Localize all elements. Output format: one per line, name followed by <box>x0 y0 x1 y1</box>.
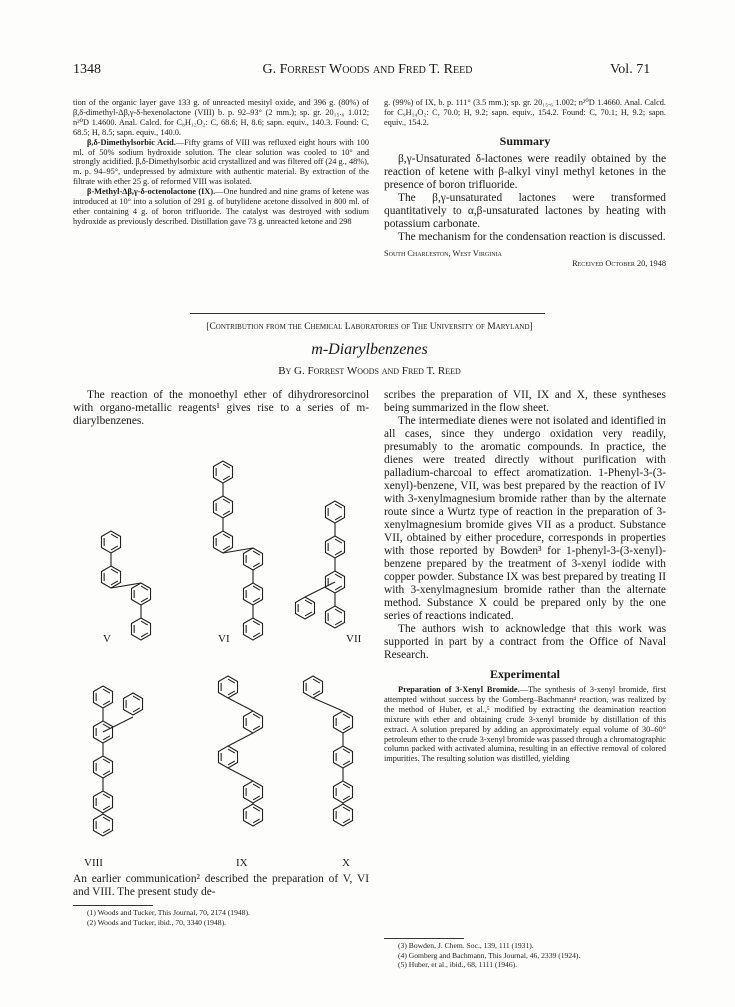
summary-heading: Summary <box>499 133 551 148</box>
experimental-subheading: Preparation of 3-Xenyl Bromide. <box>398 685 520 694</box>
footnote-5: (5) Huber, et al., ibid., 68, 1111 (1946). <box>398 960 518 970</box>
bond <box>305 582 335 597</box>
location: South Charleston, West Virginia <box>384 248 502 258</box>
summary-p3: The mechanism for the condensation reaction is discussed. <box>398 230 666 243</box>
bond <box>103 717 133 732</box>
footnote-1: (1) Woods and Tucker, This Journal, 70, 2174 (1948). <box>87 908 250 917</box>
compound-label-ix: IX <box>236 857 248 869</box>
footnotes-right <box>384 941 666 970</box>
right-p2: The intermediate dienes were not isolated and identified in all cases, since they undergo oxidation very readily, presumably to the aromatic compounds. In practice, the dienes were treated directly without purification with palladium-charcoal to effect aromatization. 1-Phenyl-3-(3-xenyl)-benzene, VII, was best prepared by the reaction of IV with 3-xenylmagnesium bromide rather than by the alternate route since a Wurtz type of reaction in the preparation of 3-xenylmagnesium bromide gives VII as a product. Substance VII, obtained by either procedure, corresponds in properties with those reported by Bowden³ for 1-phenyl-3-(3-xenyl)-benzene prepared by the treatment of 3-xenyl iodide with copper powder. Substance IX was best prepared by treating II with 3-xenylmagnesium bromide rather than the alternate method. Substance X could be prepared only by the one series of reactions indicated. <box>384 415 666 622</box>
bond <box>228 733 253 746</box>
after-figures-paragraph: An earlier communication² described the preparation of V, VI and VIII. The present study de- <box>73 873 369 898</box>
octenolactone-text: —One hundred and nine grams of ketene was introduced at 10° into a solution of 291 g. of butylidene acetone dissolved in 800 ml. of ether containing 4 g. of boron trifluoride. The catalyst was destroyed with sodium hydroxide as previously described. Distillation gave 73 g. unreacted ketone and 298 <box>73 187 369 226</box>
contribution-line: [Contribution from the Chemical Laboratories of The University of Maryland] <box>206 322 533 332</box>
compound-label-v: V <box>103 633 111 645</box>
received-date: Received October 20, 1948 <box>572 258 666 268</box>
footnote-4: (4) Gomberg and Bachmann, This Journal, 46, 2339 (1924). <box>398 950 581 960</box>
page-number: 1348 <box>73 62 101 77</box>
octenolactone-heading: β-Methyl-Δβ,γ-δ-octenolactone (IX). <box>87 187 216 197</box>
article-title: m-Diarylbenzenes <box>311 341 428 358</box>
top-left-p1: tion of the organic layer gave 133 g. of unreacted mesityl oxide, and 396 g. (80%) of β,δ-dimethyl-Δβ,γ-δ-hexenolactone (VIII) b. p. 92–93° (2 mm.); sp. gr. 20₁₅.₆ 1.012; n²⁰D 1.4600. Anal. Calcd. for C₈H₁₂O₂: C, 68.6; H, 8.6; sapn. equiv., 140.3. Found: C, 68.5; H, 8.5; sapn. equiv., 140.0. <box>73 98 369 137</box>
bond <box>228 698 253 711</box>
bond <box>313 698 343 711</box>
footnote-3: (3) Bowden, J. Chem. Soc., 139, 111 (1931). <box>398 941 534 950</box>
volume-label: Vol. 71 <box>610 62 651 77</box>
section-divider <box>190 313 545 314</box>
right-p1: scribes the preparation of VII, IX and X, these syntheses being summarized in the flow sheet. <box>384 389 666 414</box>
top-left-column <box>73 98 369 227</box>
sorbic-acid-heading: β,δ-Dimethylsorbic Acid. <box>87 137 176 147</box>
article-authors: By G. Forrest Woods and Fred T. Reed <box>278 365 461 377</box>
compound-label-viii: VIII <box>84 857 103 869</box>
footnote-2: (2) Woods and Tucker, ibid., 70, 3340 (1948). <box>87 917 227 927</box>
right-p3: The authors wish to acknowledge that this work was supported in part by a contract from the Office of Naval Research. <box>384 623 666 661</box>
footnotes-left <box>73 908 369 927</box>
running-title: G. Forrest Woods and Fred T. Reed <box>262 62 473 77</box>
footnote-rule-left <box>73 905 153 906</box>
compound-label-x: X <box>342 857 350 869</box>
summary-p2: The β,γ-unsaturated lactones were transformed quantitatively to α,β-unsaturated lactones by heating with potassium carbonate. <box>384 191 666 230</box>
compound-label-vi: VI <box>218 633 230 645</box>
footnote-rule-right <box>384 938 464 939</box>
right-column <box>384 389 666 764</box>
intro-paragraph: The reaction of the monoethyl ether of dihydroresorcinol with organo-metallic reagents¹ gives rise to a series of m-diarylbenzenes. <box>73 389 369 427</box>
compound-label-vii: VII <box>346 633 362 645</box>
top-right-column <box>384 98 666 269</box>
sorbic-acid-text: —Fifty grams of VIII was refluxed eight hours with 100 ml. of 50% sodium hydroxide solution. The clear solution was cooled to 10° and strongly acidified. β,δ-Dimethylsorbic acid crystallized and was filtered off (24 g., 48%), m. p. 94–95°, undepressed by admixture with authentic material. By extraction of the filtrate with ether 25 g. of reformed VIII was isolated. <box>73 137 370 187</box>
experimental-heading: Experimental <box>490 667 560 681</box>
experimental-text: —The synthesis of 3-xenyl bromide, first attempted without success by the Gomberg–Bachmann⁴ reaction, was realized by the method of Huber, et al.,⁵ modified by extracting the deamination reaction mixture with ether and obtaining crude 3-xenyl bromide by distillation of this extract. A solution prepared by adding an approximately equal volume of 30–60° petroleum ether to the crude 3-xenyl bromide was passed through a chromatographic column packed with activated alumina, resulting in an effective removal of colored impurities. The resulting solution was distilled, yielding <box>384 685 666 764</box>
top-right-p1: g. (99%) of IX, b. p. 111° (3.5 mm.); sp. gr. 20₁₅.₆ 1.002; n²⁰D 1.4660. Anal. Calcd. for C₉H₁₄O₂: C, 70.0; H, 9.2; sapn. equiv., 154.2. Found: C, 70.1; H, 9.2; sapn. equiv., 154.2. <box>384 98 666 127</box>
bond <box>228 768 253 781</box>
summary-p1: β,γ-Unsaturated δ-lactones were readily obtained by the reaction of ketene with β-alkyl vinyl methyl ketones in the presence of boron trifluoride. <box>384 152 666 191</box>
